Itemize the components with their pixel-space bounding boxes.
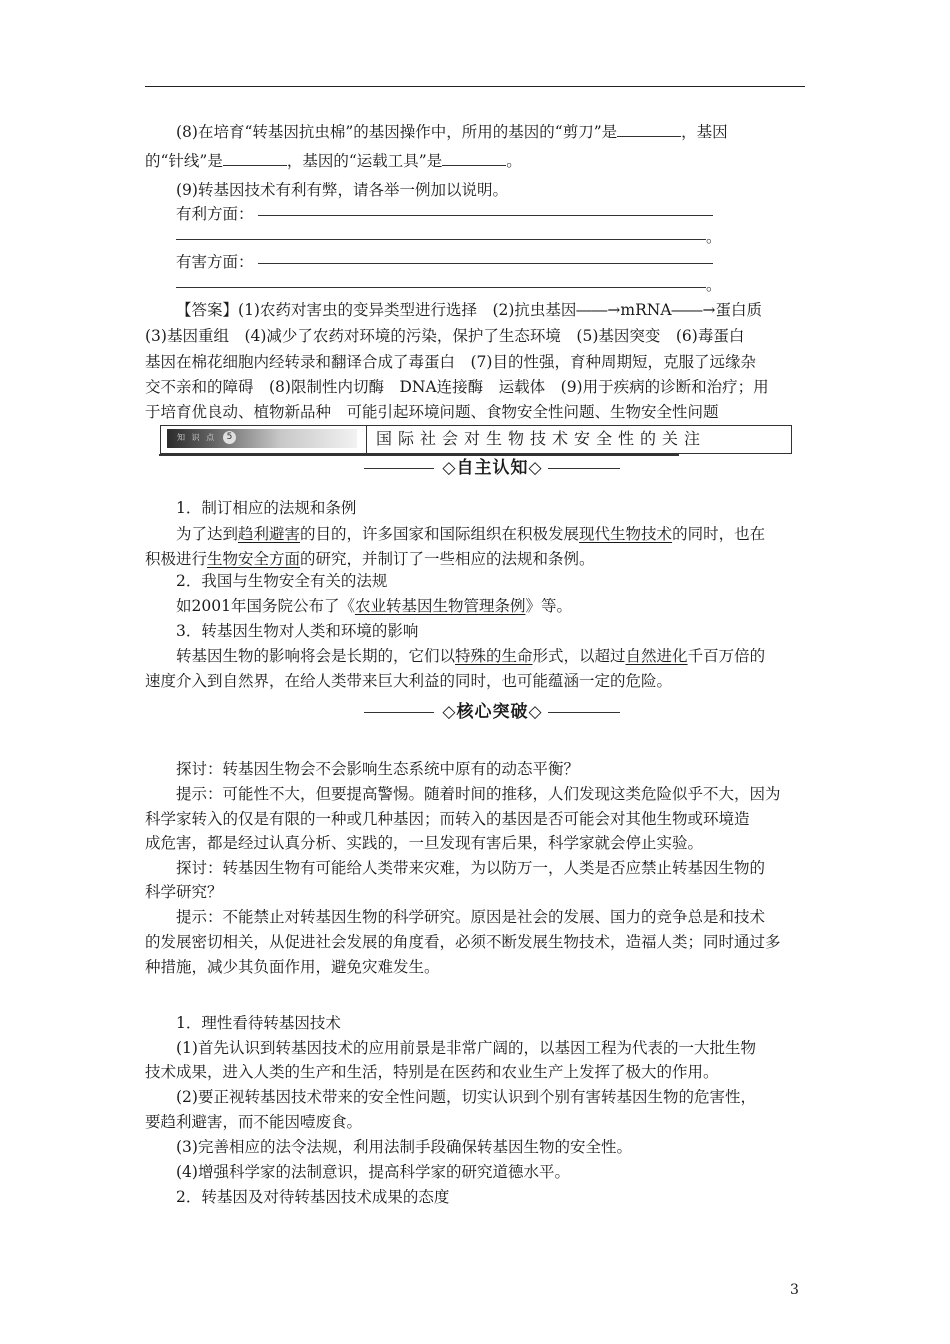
diamond-icon: ◇ <box>528 458 543 478</box>
section-header-core-breakthrough: ◇核心突破◇ <box>340 698 630 726</box>
s2-discuss-1: 探讨：转基因生物会不会影响生态系统中原有的动态平衡？ <box>176 760 580 778</box>
q9-intro: (9)转基因技术有利有弊，请各举一例加以说明。 <box>176 181 508 199</box>
answer-line-3: 基因在棉花细胞内经转录和翻译合成了毒蛋白 (7)目的性强，育种周期短，克服了远缘杂 <box>145 353 756 371</box>
header-rule <box>145 86 805 87</box>
banner-divider <box>366 426 367 453</box>
s2-topic-1: 1．理性看待转基因技术 <box>176 1014 341 1032</box>
s2-topic-1-p2-line-1: (2)要正视转基因技术带来的安全性问题，切实认识到个别有害转基因生物的危害性， <box>176 1088 756 1106</box>
s2-hint-1-line-2: 科学家转入的仅是有限的一种或几种基因；而转入的基因是否可能会对其他生物或环境造 <box>145 810 750 828</box>
section-header-self-study: ◇自主认知◇ <box>340 454 630 482</box>
s2-discuss-2-line-1: 探讨：转基因生物有可能给人类带来灾难，为以防万一，人类是否应禁止转基因生物的 <box>176 859 766 877</box>
header-bar-left <box>364 468 434 469</box>
knowledge-title: 国际社会对生物技术安全性的关注 <box>376 429 707 448</box>
diamond-icon: ◇ <box>528 702 543 722</box>
answer-line-4: 交不亲和的障碍 (8)限制性内切酶 DNA连接酶 运载体 (9)用于疾病的诊断和治疗；用 <box>145 378 769 396</box>
s2-topic-1-p3: (3)完善相应的法令法规，利用法制手段确保转基因生物的安全性。 <box>176 1138 632 1156</box>
s1-item-1: 1．制订相应的法规和条例 <box>176 499 357 517</box>
pro-end-mark: 。 <box>706 228 722 246</box>
s2-topic-1-p1-line-2: 技术成果，进入人类的生产和生活，特别是在医药和农业生产上发挥了极大的作用。 <box>145 1063 719 1081</box>
s1-item-2: 2．我国与生物安全有关的法规 <box>176 572 388 590</box>
con-answer-line-1[interactable] <box>258 263 713 264</box>
answer-blank[interactable] <box>442 149 506 166</box>
s1-para-1-line-1: 为了达到趋利避害的目的，许多国家和国际组织在积极发展现代生物技术的同时，也在 <box>176 525 766 543</box>
answer-line-5: 于培育优良动、植物新品种 可能引起环境问题、食物安全性问题、生物安全性问题 <box>145 403 719 421</box>
s2-hint-2-line-1: 提示：不能禁止对转基因生物的科学研究。原因是社会的发展、国力的竞争总是和技术 <box>176 908 766 926</box>
q8-line-2: 的“针线”是 ，基因的“运载工具”是 。 <box>145 147 810 176</box>
con-end-mark: 。 <box>706 276 722 294</box>
answer-tag: 【答案】 <box>176 301 239 319</box>
s1-para-2: 如2001年国务院公布了《农业转基因生物管理条例》等。 <box>176 597 572 615</box>
knowledge-badge: 知 识 点 5 <box>167 429 357 448</box>
s1-item-3: 3．转基因生物对人类和环境的影响 <box>176 622 419 640</box>
q9-con-label: 有害方面： <box>176 253 254 271</box>
s2-discuss-2-line-2: 科学研究？ <box>145 883 223 901</box>
s1-para-3-line-2: 速度介入到自然界，在给人类带来巨大利益的同时，也可能蕴涵一定的危险。 <box>145 672 673 690</box>
con-answer-line-2[interactable] <box>176 287 706 288</box>
s2-topic-1-p4: (4)增强科学家的法制意识，提高科学家的研究道德水平。 <box>176 1163 570 1181</box>
s2-topic-1-p2-line-2: 要趋利避害，而不能因噎废食。 <box>145 1113 363 1131</box>
answer-blank[interactable] <box>617 120 681 137</box>
s2-hint-2-line-3: 种措施，减少其负面作用，避免灾难发生。 <box>145 958 440 976</box>
s1-para-3-line-1: 转基因生物的影响将会是长期的，它们以特殊的生命形式，以超过自然进化千百万倍的 <box>176 647 766 665</box>
page-number: 3 <box>790 1282 799 1298</box>
q8-line-1: (8)在培育“转基因抗虫棉”的基因操作中，所用的基因的“剪刀”是 ，基因 <box>145 118 841 147</box>
s2-hint-1-line-3: 成危害，都是经过认真分析、实践的，一旦发现有害后果，科学家就会停止实验。 <box>145 834 704 852</box>
s2-topic-2: 2．转基因及对待转基因技术成果的态度 <box>176 1188 450 1206</box>
header-bar-left <box>364 712 434 713</box>
knowledge-point-banner <box>160 425 792 454</box>
s2-hint-2-line-2: 的发展密切相关，从促进社会发展的角度看，必须不断发展生物技术，造福人类；同时通过多 <box>145 933 781 951</box>
diamond-icon: ◇ <box>442 458 457 478</box>
s1-para-1-line-2: 积极进行生物安全方面的研究，并制订了一些相应的法规和条例。 <box>145 550 595 568</box>
answer-line-1: 【答案】(1)农药对害虫的变异类型进行选择 (2)抗虫基因――→mRNA――→蛋白质 <box>176 301 763 319</box>
q9-pro-label: 有利方面： <box>176 205 254 223</box>
diamond-icon: ◇ <box>442 702 457 722</box>
pro-answer-line-1[interactable] <box>258 215 713 216</box>
s2-topic-1-p1-line-1: (1)首先认识到转基因技术的应用前景是非常广阔的，以基因工程为代表的一大批生物 <box>176 1039 756 1057</box>
header-bar-right <box>548 712 620 713</box>
answer-blank[interactable] <box>223 149 287 166</box>
answer-line-2: (3)基因重组 (4)减少了农药对环境的污染，保护了生态环境 (5)基因突变 (6)毒蛋白 <box>145 327 745 345</box>
knowledge-number-badge: 5 <box>223 431 236 444</box>
s2-hint-1-line-1: 提示：可能性不大，但要提高警惕。随着时间的推移，人们发现这类危险似乎不大，因为 <box>176 785 781 803</box>
header-bar-right <box>548 468 620 469</box>
pro-answer-line-2[interactable] <box>176 239 706 240</box>
